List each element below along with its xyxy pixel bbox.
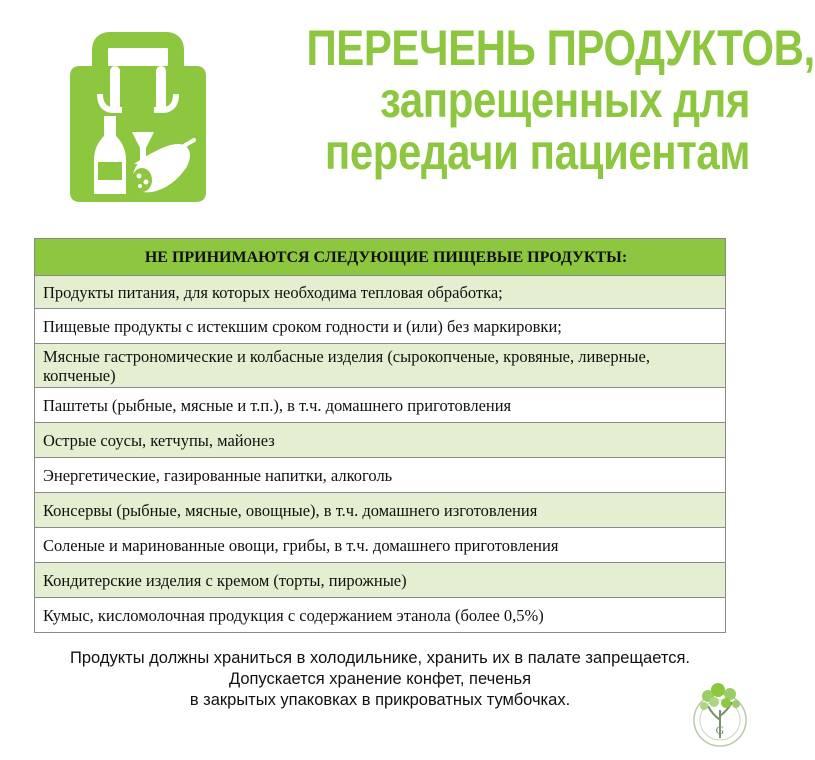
page-title: [306, 20, 815, 180]
tree-seal-icon: [690, 676, 750, 750]
table-row: Паштеты (рыбные, мясные и т.п.), в т.ч. домашнего приготовления: [35, 387, 725, 422]
title-line-1: ПЕРЕЧЕНЬ ПРОДУКТОВ,: [306, 20, 815, 76]
table-row: Продукты питания, для которых необходима тепловая обработка;: [35, 275, 725, 308]
bottle-sausage-bag-icon: [62, 36, 214, 202]
notice-line-2: Допускается хранение конфет, печенья: [228, 670, 532, 688]
notice-line-3: в закрытых упаковках в прикроватных тумбочках.: [189, 691, 571, 709]
table-row: Острые соусы, кетчупы, майонез: [35, 422, 725, 457]
table-row: Пищевые продукты с истекшим сроком годности и (или) без маркировки;: [35, 308, 725, 343]
notice-line-1: Продукты должны храниться в холодильнике, хранить их в палате запрещается.: [70, 649, 690, 667]
table-row: Кумыс, кисломолочная продукция с содержанием этанола (более 0,5%): [35, 597, 725, 632]
title-line-3: передачи пациентам: [324, 124, 750, 180]
table-row: Кондитерские изделия с кремом (торты, пирожные): [35, 562, 725, 597]
title-line-2: запрещенных для: [379, 72, 750, 128]
table-header: НЕ ПРИНИМАЮТСЯ СЛЕДУЮЩИЕ ПИЩЕВЫЕ ПРОДУКТЫ:: [35, 239, 725, 275]
svg-text:G: G: [715, 723, 725, 737]
prohibited-products-table: [34, 238, 726, 633]
table-row: Мясные гастрономические и колбасные изделия (сырокопченые, кровяные, ливерные, копченые): [35, 343, 725, 387]
table-row: Соленые и маринованные овощи, грибы, в т.ч. домашнего приготовления: [35, 527, 725, 562]
table-row: Консервы (рыбные, мясные, овощные), в т.ч. домашнего изготовления: [35, 492, 725, 527]
storage-notice: [0, 648, 760, 711]
table-row: Энергетические, газированные напитки, алкоголь: [35, 457, 725, 492]
